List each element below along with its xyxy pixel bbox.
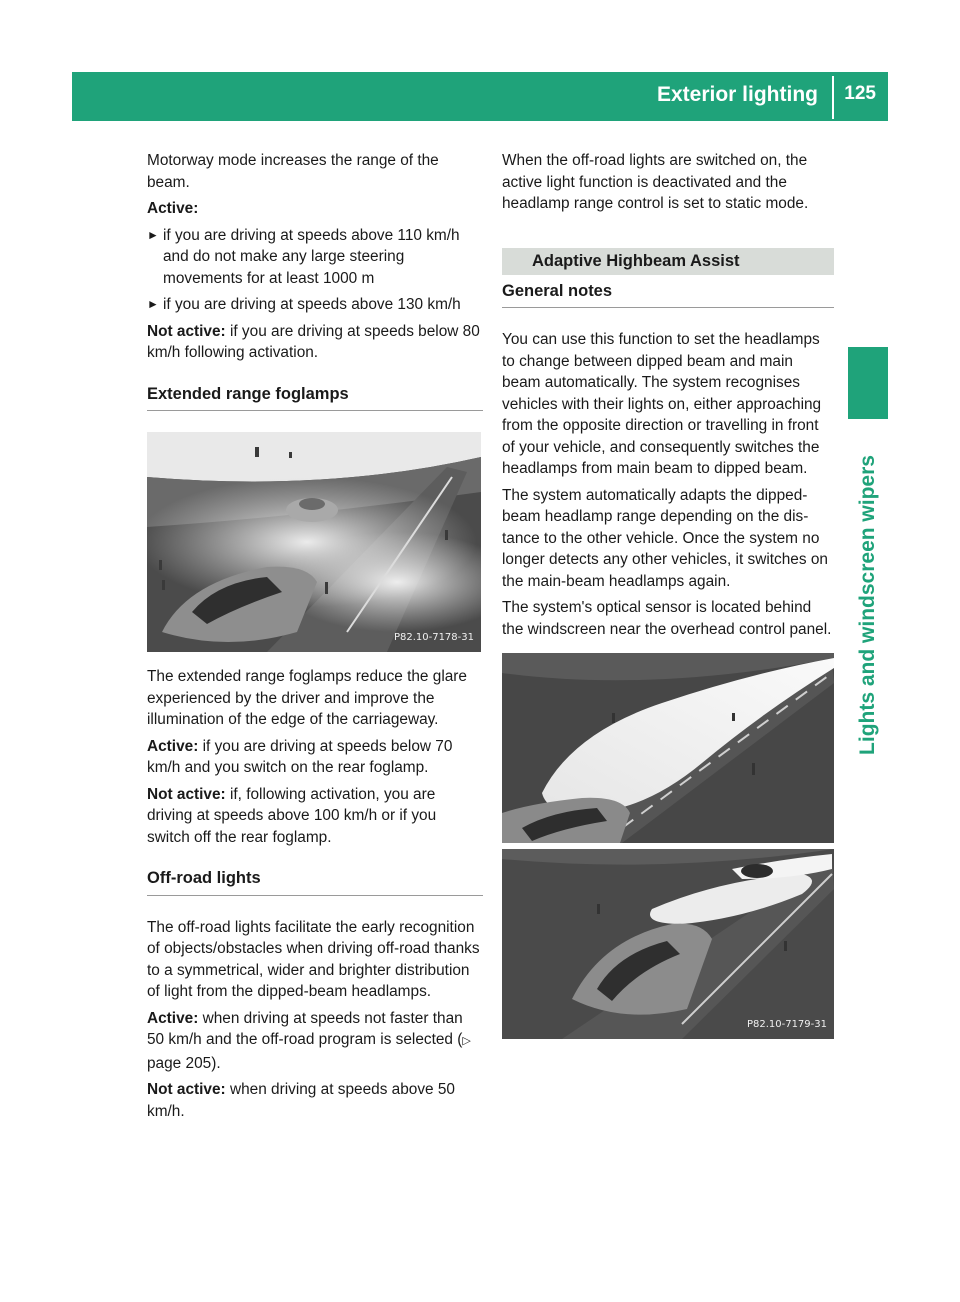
highbeam-para-2: The system automatically adapts the dipped-beam headlamp range depending on the distance to the other vehicle. Once the system no longer detects any other vehicles, it switches on the main-beam headlamps again. — [502, 486, 828, 590]
header-bar — [72, 72, 888, 121]
foglamps-active — [147, 736, 483, 779]
motorway-bullet-text: if you are driving at speeds above 110 km/h and do not make any large steering movements for at least 1000 m — [163, 226, 460, 287]
foglamps-intro: The extended range foglamps reduce the glare experienced by the driver and improve the illumination of the edge of the carriageway. — [147, 668, 467, 728]
motorway-active-label: Active: — [147, 200, 199, 217]
general-notes-heading: General notes — [502, 281, 834, 309]
bullet-icon: ► — [147, 297, 159, 311]
main-beam-illustration — [502, 653, 834, 843]
foglamps-illustration — [147, 432, 481, 652]
side-tab-label: Lights and windscreen wipers — [856, 455, 879, 755]
right-column — [502, 150, 834, 1039]
foglamps-not-active-text: if, following activation, you are driving at speeds above 100 km/h or if you switch off the rear foglamp. — [147, 785, 437, 846]
motorway-not-active-label: Not active: — [147, 322, 226, 340]
offroad-active-label: Active: — [147, 1009, 199, 1027]
foglamps-active-label: Active: — [147, 737, 199, 755]
motorway-not-active — [147, 321, 483, 364]
page-number: 125 — [844, 83, 876, 104]
list-item — [147, 225, 483, 290]
header-divider — [832, 76, 834, 119]
offroad-not-active-label: Not active: — [147, 1081, 226, 1098]
offroad-active-text: when driving at speeds not faster than 50 km/h and the off-road program is selected ( — [147, 1009, 463, 1048]
left-column — [147, 150, 483, 1127]
offroad-not-active — [147, 1079, 483, 1122]
highbeam-panel-top — [502, 653, 834, 843]
car-ahead — [286, 498, 338, 522]
list-item — [147, 294, 483, 316]
motorway-bullet-text: if you are driving at speeds above 130 km/h — [163, 296, 461, 313]
motorway-not-active-text: if you are driving at speeds below 80 km/h following activation. — [147, 322, 480, 361]
motorway-intro: Motorway mode increases the range of the beam. — [147, 152, 439, 191]
offroad-heading: Off-road lights — [147, 868, 483, 896]
offroad-not-active-text: when driving at speeds above 50 km/h. — [147, 1081, 455, 1120]
figure-code: P82.10-7179-31 — [746, 1018, 827, 1030]
highbeam-para-1: You can use this function to set the headlamps to change between dipped beam and main beam automatically. The system recognises vehicles with their lights on, either approaching from the opposite direction or travelling in front of your vehicle, and consequently switches the headlamps from main beam to dipped beam. — [502, 331, 822, 477]
offroad-active — [147, 1008, 483, 1075]
highbeam-panel-bottom — [502, 849, 834, 1039]
foglamps-heading: Extended range foglamps — [147, 384, 483, 412]
section-title: Adaptive Highbeam Assist — [502, 248, 834, 275]
foglamps-active-text: if you are driving at speeds below 70 km/h and you switch on the rear foglamp. — [147, 737, 453, 776]
bullet-icon: ► — [147, 227, 159, 242]
offroad-intro: The off-road lights facilitate the early recognition of objects/obstacles when driving off-road thanks to a symmetrical, wider and brighter distribution of light from the dipped-beam headlamps. — [147, 918, 480, 1000]
figure-code: P82.10-7178-31 — [393, 631, 474, 643]
foglamps-not-active — [147, 784, 483, 849]
highbeam-para-3: The system's optical sensor is located behind the windscreen near the overhead control panel. — [502, 599, 832, 638]
highbeam-figure — [502, 653, 834, 1039]
foglamps-figure — [147, 432, 481, 652]
foglamps-not-active-label: Not active: — [147, 785, 226, 803]
side-tab — [848, 347, 888, 419]
offroad-active-page-ref: page 205). — [147, 1054, 221, 1072]
offroad-continuation: When the off-road lights are switched on, the active light function is deactivated and the headlamp range control is set to static mode. — [502, 152, 809, 212]
motorway-bullet-list — [147, 225, 483, 316]
dipped-beam-illustration — [502, 849, 834, 1039]
page-ref-arrow-icon: ▷ — [462, 1035, 471, 1047]
header-title: Exterior lighting — [656, 83, 818, 106]
